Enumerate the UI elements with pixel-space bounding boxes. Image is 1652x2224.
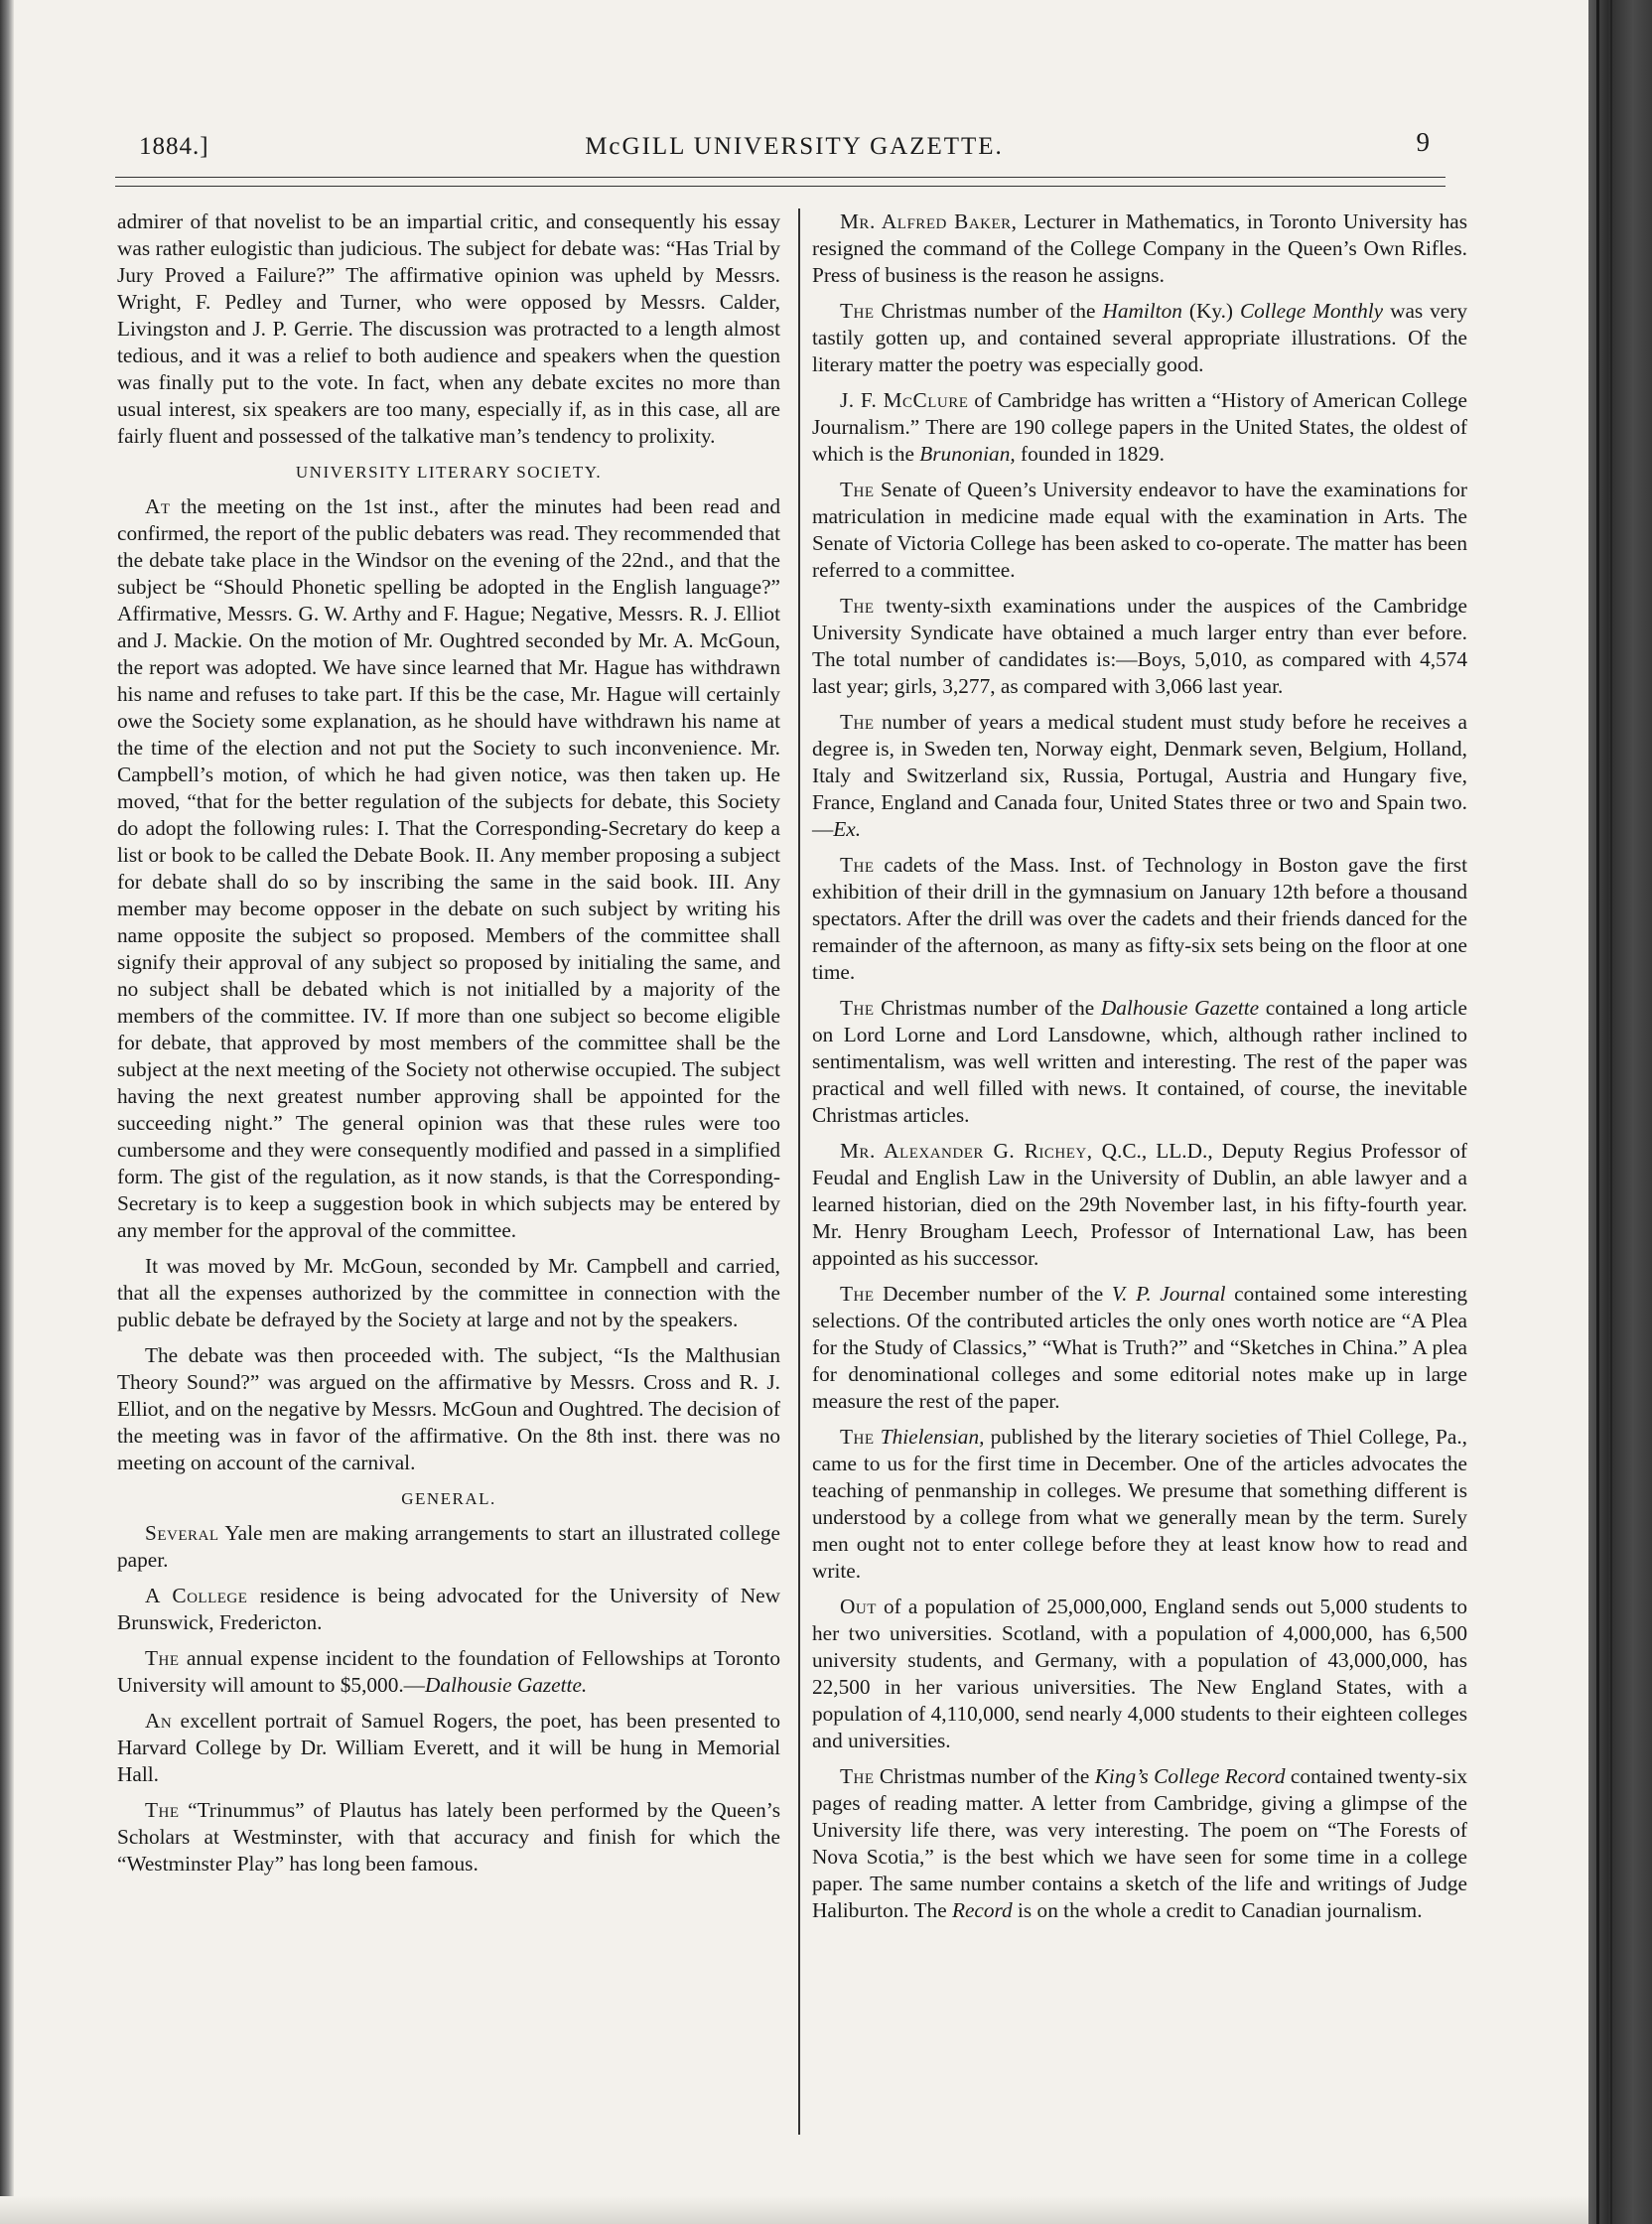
item-vp-journal: The December number of the V. P. Journal contained some interesting selections. Of the contributed articles the only ones worth notice are “A Plea for the Study of Classics,” “What is Truth?” and “Sketches in China.” A plea for denominational colleges and some editorial notes make up in large measure the rest of the paper. bbox=[812, 1282, 1467, 1413]
item-mit-cadets: The cadets of the Mass. Inst. of Technology in Boston gave the first exhibition of their drill in the gymnasium on January 12th before a thousand spectators. After the drill was over the cadets and their friends danced for the remainder of the afternoon, as many as fifty-six sets being on the floor at one time. bbox=[812, 853, 1467, 984]
paragraph-malthusian-debate: The debate was then proceeded with. The subject, “Is the Malthusian Theory Sound?” was argued on the affirmative by Messrs. Cross and R. J. Elliot, and on the negative by Messrs. McGoun and Oughtred. The decision of the meeting was in favor of the affirmative. On the 8th inst. there was no meeting on account of the carnival. bbox=[117, 1343, 780, 1474]
item-alfred-baker: Mr. Alfred Baker, Lecturer in Mathematics, in Toronto University has resigned the command of the College Company in the Queen’s Own Rifles. Press of business is the reason he assigns. bbox=[812, 209, 1467, 287]
paragraph-debate-report: admirer of that novelist to be an impartial critic, and consequently his essay was rather eulogistic than judicious. The subject for debate was: “Has Trial by Jury Proved a Failure?” The affirmative opinion was upheld by Messrs. Wright, F. Pedley and Turner, who were opposed by Messrs. Calder, Livingston and J. P. Gerrie. The discussion was protracted to a length almost tedious, and it was a relief to both audience and speakers when the question was finally put to the vote. In fact, when any debate excites no more than usual interest, six speakers are too many, especially if, as in this case, all are fairly fluent and possessed of the talkative man’s tendency to prolixity. bbox=[117, 209, 780, 448]
item-trinummus: The “Trinummus” of Plautus has lately been performed by the Queen’s Scholars at Westminster, with that accuracy and finish for which the “Westminster Play” has long been famous. bbox=[117, 1798, 780, 1876]
page-left-shadow bbox=[0, 0, 14, 2224]
item-dalhousie-gazette: The Christmas number of the Dalhousie Gazette contained a long article on Lord Lorne and Lord Lansdowne, which, although rather inclined to sentimentalism, was well written and interesting. The rest of the paper was practical and well filled with news. It contained, of course, the inevitable Christmas articles. bbox=[812, 996, 1467, 1127]
left-column bbox=[117, 208, 780, 1886]
item-mcclure-history: J. F. McClure of Cambridge has written a “History of American College Journalism.” There are 190 college papers in the United States, the oldest of which is the Brunonian, founded in 1829. bbox=[812, 388, 1467, 466]
heading-literary-society: UNIVERSITY LITERARY SOCIETY. bbox=[295, 463, 603, 482]
page-bottom-edge bbox=[0, 2196, 1588, 2224]
page-number: 9 bbox=[1416, 127, 1430, 157]
right-column bbox=[812, 208, 1467, 1933]
item-kings-college-record: The Christmas number of the King’s College Record contained twenty-six pages of reading matter. A letter from Cambridge, giving a glimpse of the University life there, was very interesting. The poem on “The Forests of Nova Scotia,” is the best which we have seen for some time in a college paper. The same number contains a sketch of the life and writings of Judge Haliburton. The Record is on the whole a credit to Canadian journalism. bbox=[812, 1764, 1468, 1922]
column-divider bbox=[798, 208, 800, 2135]
book-binding bbox=[1588, 0, 1652, 2224]
item-cambridge-exams: The twenty-sixth examinations under the auspices of the Cambridge University Syndicate have obtained a much larger entry than ever before. The total number of candidates is:—Boys, 5,010, as compared with 4,574 last year; girls, 3,277, as compared with 3,066 last year. bbox=[812, 594, 1467, 698]
item-queens-senate: The Senate of Queen’s University endeavor to have the examinations for matriculation in medicine made equal with the examination in Arts. The Senate of Victoria College has been asked to co-operate. The matter has been referred to a committee. bbox=[812, 478, 1467, 582]
heading-general: GENERAL. bbox=[401, 1489, 496, 1508]
item-new-brunswick-residence: A College residence is being advocated for the University of New Brunswick, Fredericton. bbox=[117, 1584, 780, 1634]
item-toronto-fellowships: The annual expense incident to the foundation of Fellowships at Toronto University will amount to $5,000.—Dalhousie Gazette. bbox=[117, 1646, 780, 1697]
header-title: McGILL UNIVERSITY GAZETTE. bbox=[585, 133, 1004, 160]
item-population-students: Out of a population of 25,000,000, England sends out 5,000 students to her two universities. Scotland, with a population of 4,000,000, has 6,500 university students, and Germany, with a population of 43,000,000, has 22,500 in her various universities. The New England States, with a population of 4,110,000, send nearly 4,000 students to their eighteen colleges and universities. bbox=[812, 1595, 1467, 1752]
paragraph-meeting-minutes: At the meeting on the 1st inst., after the minutes had been read and confirmed, the report of the public debaters was read. They recommended that the debate take place in the Windsor on the evening of the 22nd., and that the subject be “Should Phonetic spelling be adopted in the English language?” Affirmative, Messrs. G. W. Arthy and F. Hague; Negative, Messrs. R. J. Elliot and J. Mackie. On the motion of Mr. Oughtred seconded by Mr. A. McGoun, the report was adopted. We have since learned that Mr. Hague has withdrawn his name and refuses to take part. If this be the case, Mr. Hague will certainly owe the Society some explanation, as he should have withdrawn his name at the time of the election and not put the Society to such inconvenience. Mr. Campbell’s motion, of which he had given notice, was then taken up. He moved, “that for the better regulation of the subjects for debate, this Society do adopt the following rules: I. That the Corresponding-Secretary do keep a list or book to be called the Debate Book. II. Any member proposing a subject for debate shall do so by inscribing the same in the said book. III. Any member may become opposer in the debate on such subject by writing his name opposite the subject so proposed. Members of the committee shall signify their approval of any subject so proposed by initialing the same, and no subject shall be debated which is not initialled by a majority of the members of the committee. IV. If more than one subject so become eligible for debate, that approved by most members of the committee shall be the subject at the next meeting of the Society not otherwise occupied. The subject having the next greatest number approving shall be appointed for the succeeding night.” The general opinion was that these rules were too cumbersome and they were consequently modified and passed in a simplified form. The gist of the regulation, as it now stands, is that the Corresponding-Secretary is to keep a suggestion book in which subjects may be entered by any member for the approval of the committee. bbox=[117, 494, 780, 1242]
paragraph-expenses-motion: It was moved by Mr. McGoun, seconded by Mr. Campbell and carried, that all the expenses authorized by the committee in connection with the public debate be defrayed by the Society at large and not by the speakers. bbox=[117, 1254, 780, 1331]
item-rogers-portrait: An excellent portrait of Samuel Rogers, the poet, has been presented to Harvard College by Dr. William Everett, and it will be hung in Memorial Hall. bbox=[117, 1709, 780, 1786]
header-double-rule bbox=[115, 177, 1446, 187]
running-header bbox=[139, 127, 1449, 167]
header-date: 1884.] bbox=[139, 133, 209, 160]
item-medical-study-years: The number of years a medical student must study before he receives a degree is, in Sweden ten, Norway eight, Denmark seven, Belgium, Holland, Italy and Switzerland six, Russia, Portugal, Austria and Hungary five, France, England and Canada four, United States three or two and Spain two.—Ex. bbox=[812, 710, 1467, 841]
item-yale-paper: Several Yale men are making arrangements to start an illustrated college paper. bbox=[117, 1521, 780, 1572]
item-hamilton-monthly: The Christmas number of the Hamilton (Ky.) College Monthly was very tastily gotten up, and contained several appropriate illustrations. Of the literary matter the poetry was especially good. bbox=[812, 299, 1467, 376]
item-richey-obituary: Mr. Alexander G. Richey, Q.C., LL.D., Deputy Regius Professor of Feudal and English Law in the University of Dublin, an able lawyer and a learned historian, died on the 29th November last, in his fifty-fourth year. Mr. Henry Brougham Leech, Professor of International Law, has been appointed as his successor. bbox=[812, 1139, 1467, 1270]
item-thielensian: The Thielensian, published by the literary societies of Thiel College, Pa., came to us for the first time in December. One of the articles advocates the teaching of penmanship in colleges. We presume that something different is understood by a college from what we generally mean by the term. Surely men ought not to enter college before they at least know how to read and write. bbox=[812, 1425, 1467, 1583]
